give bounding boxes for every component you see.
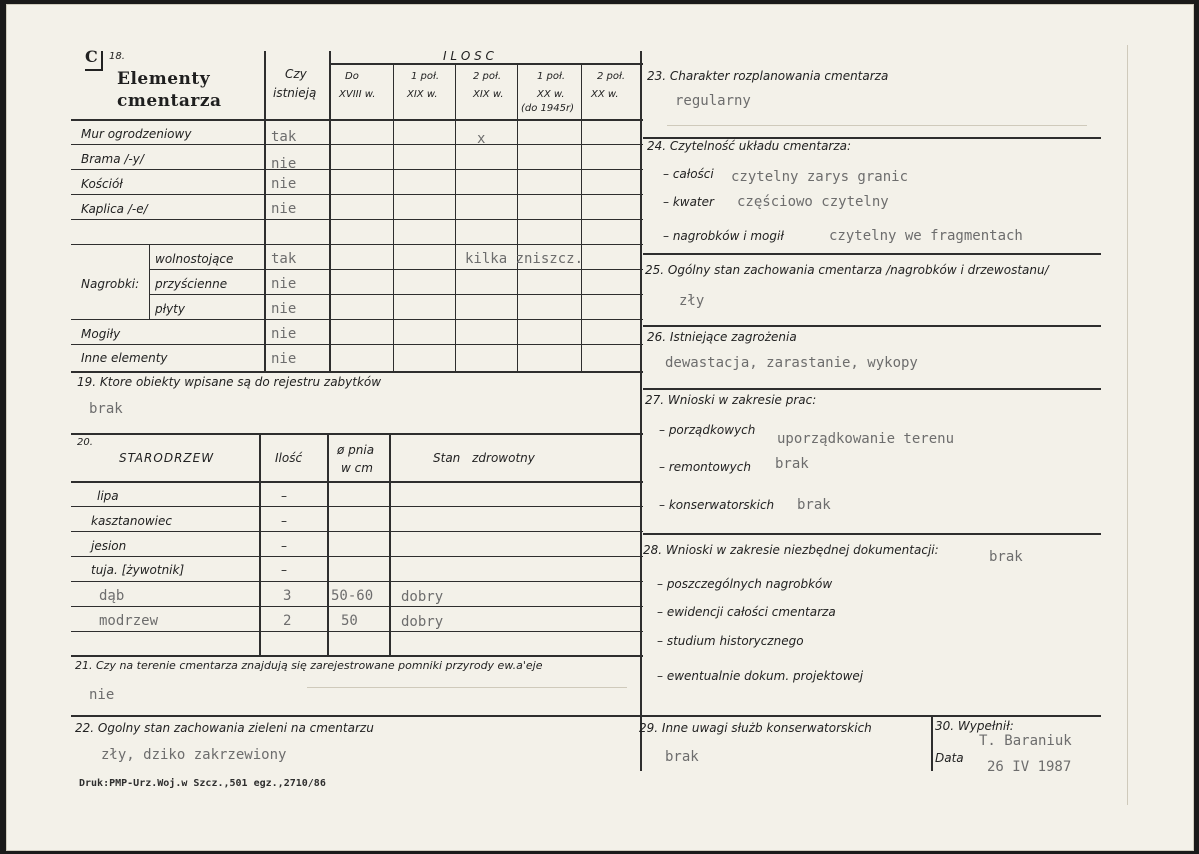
section-24-label: 24. Czytelność układu cmentarza: [647,139,852,153]
rule [71,219,643,220]
nagrobki-label: Nagrobki: [81,277,140,291]
rule [643,533,1101,535]
s28-item: – ewidencji całości cmentarza [657,605,836,619]
rule [71,371,643,373]
filled-by-name: T. Baraniuk [979,733,1072,749]
rule [71,433,643,435]
col-pnia: ø pnia [337,443,375,457]
rule [71,531,643,532]
rule [393,63,394,371]
section-18-title-line1: Elementy [117,69,211,89]
section-letter: C [85,47,98,66]
show-through [1127,45,1128,805]
section-19-label: 19. Ktore obiekty wpisane są do rejestru zabytków [77,375,382,389]
col-header: 1 poł. [411,71,440,82]
row-value: nie [271,201,297,217]
rule [71,481,643,483]
row-label: Kościół [81,177,123,191]
rule [455,63,456,371]
row-label: Brama /-y/ [81,152,144,166]
print-info: Druk:PMP-Urz.Woj.w Szcz.,501 egz.,2710/86 [79,778,326,789]
tree-name: dąb [99,588,125,604]
tree-count: – [281,514,287,528]
row-label: wolnostojące [155,252,234,266]
section-26-value: dewastacja, zarastanie, wykopy [665,355,918,371]
section-19-value: brak [89,401,123,417]
rule [71,655,643,657]
rule [71,606,643,607]
section-23-value: regularny [675,93,751,109]
row-label: Inne elementy [81,351,168,365]
row-value: nie [271,301,297,317]
rule [71,244,643,245]
section-23-label: 23. Charakter rozplanowania cmentarza [647,69,889,83]
rule [71,506,643,507]
row-value: tak [271,129,297,145]
rule [71,169,643,170]
rule [327,433,329,655]
date-label: Data [935,751,964,765]
rule [264,51,266,371]
row-label: płyty [155,302,185,316]
s24-item-value: czytelny zarys granic [731,169,909,185]
rule [149,244,150,319]
rule [71,631,643,632]
show-through [307,687,627,688]
col-header: XIX w. [407,89,438,100]
section-22-label: 22. Ogolny stan zachowania zieleni na cmentarzu [75,721,374,735]
tree-name: modrzew [99,613,159,629]
s24-item-value: częściowo czytelny [737,194,889,210]
s28-item: – poszczególnych nagrobków [657,577,833,591]
section-18-number: 18. [109,51,125,62]
rule [389,433,391,655]
section-26-label: 26. Istniejące zagrożenia [647,330,797,344]
col-header: XX w. [537,89,565,100]
rule [71,119,643,121]
rule [517,63,518,371]
s27-item-value: brak [775,456,809,472]
col-header: Do [345,71,359,82]
s27-item-value: uporządkowanie terenu [777,431,955,447]
tree-name: jesion [91,539,127,553]
date-value: 26 IV 1987 [987,759,1072,775]
col-header: 1 poł. [537,71,566,82]
s28-item: – ewentualnie dokum. projektowej [657,669,864,683]
tree-name: lipa [97,489,119,503]
section-28-value: brak [989,549,1023,565]
row-label: Mogiły [81,327,121,341]
rule [149,269,643,270]
col-ilosc: Ilość [275,451,303,465]
rule [640,51,642,771]
section-21-value: nie [89,687,115,703]
tree-count: – [281,563,287,577]
section-29-label: 29. Inne uwagi służb konserwatorskich [639,721,872,735]
rule [71,344,643,345]
section-30-label: 30. Wypełnił: [935,719,1014,733]
row-value: nie [271,176,297,192]
tree-count: – [281,489,287,503]
tree-name: tuja. [żywotnik] [91,563,185,577]
rule [643,715,1101,717]
col-czy-label-2: istnieją [273,86,317,100]
row-label: przyścienne [155,277,228,291]
section-28-label: 28. Wnioski w zakresie niezbędnej dokumentacji: [643,543,939,557]
ilosc-header: I L O S C [443,49,494,63]
document-card [6,4,1194,851]
col-header: XX w. [591,89,619,100]
rule [581,63,582,371]
tree-health: dobry [401,589,444,605]
section-27-label: 27. Wnioski w zakresie prac: [645,393,817,407]
section-18-title-line2: cmentarza [117,91,222,111]
tree-name: kasztanowiec [91,514,172,528]
section-20-number: 20. [77,437,93,448]
rule [71,581,643,582]
rule [931,715,933,771]
section-29-value: brak [665,749,699,765]
s27-item-label: – konserwatorskich [659,498,775,512]
rule [71,194,643,195]
row-value: nie [271,326,297,342]
row-label: Mur ogrodzeniowy [81,127,192,141]
section-20-title: STARODRZEW [119,451,215,465]
tree-count: 3 [283,588,292,604]
s24-item-label: – kwater [663,195,714,209]
col-stan: Stan zdrowotny [433,451,535,465]
s27-item-label: – remontowych [659,460,751,474]
rule [71,144,643,145]
rule [259,433,261,655]
row-value: nie [271,156,297,172]
rule [71,715,643,717]
section-25-label: 25. Ogólny stan zachowania cmentarza /nagrobków i drzewostanu/ [645,263,1049,277]
section-22-value: zły, dziko zakrzewiony [101,747,287,763]
tree-count: – [281,539,287,553]
rule [71,319,643,320]
col-czy-label: Czy [285,67,307,81]
tree-diameter: 50 [341,613,358,629]
tree-health: dobry [401,614,444,630]
rule [643,325,1101,327]
row-value: nie [271,351,297,367]
s27-item-label: – porządkowych [659,423,756,437]
s27-item-value: brak [797,497,831,513]
rule [71,556,643,557]
tree-count: 2 [283,613,292,629]
show-through [667,125,1087,126]
rule [643,388,1101,390]
col-header: (do 1945r) [521,103,575,114]
s24-item-label: – nagrobków i mogił [663,229,784,243]
tree-diameter: 50-60 [331,588,374,604]
row-value: tak [271,251,297,267]
row-mark: x [477,131,486,147]
s28-item: – studium historycznego [657,634,804,648]
rule [329,51,331,371]
row-value: nie [271,276,297,292]
row-note: kilka zniszcz. [465,251,584,267]
col-pnia-2: w cm [341,461,373,475]
col-header: XIX w. [473,89,504,100]
section-25-value: zły [679,293,705,309]
col-header: XVIII w. [339,89,376,100]
section-21-label: 21. Czy na terenie cmentarza znajdują się zarejestrowane pomniki przyrody ew.a'eje [75,659,543,672]
col-header: 2 poł. [473,71,502,82]
rule [149,294,643,295]
col-header: 2 poł. [597,71,626,82]
rule [643,253,1101,255]
s24-item-label: – całości [663,167,714,181]
row-label: Kaplica /-e/ [81,202,148,216]
s24-item-value: czytelny we fragmentach [829,228,1023,244]
rule [329,63,643,65]
